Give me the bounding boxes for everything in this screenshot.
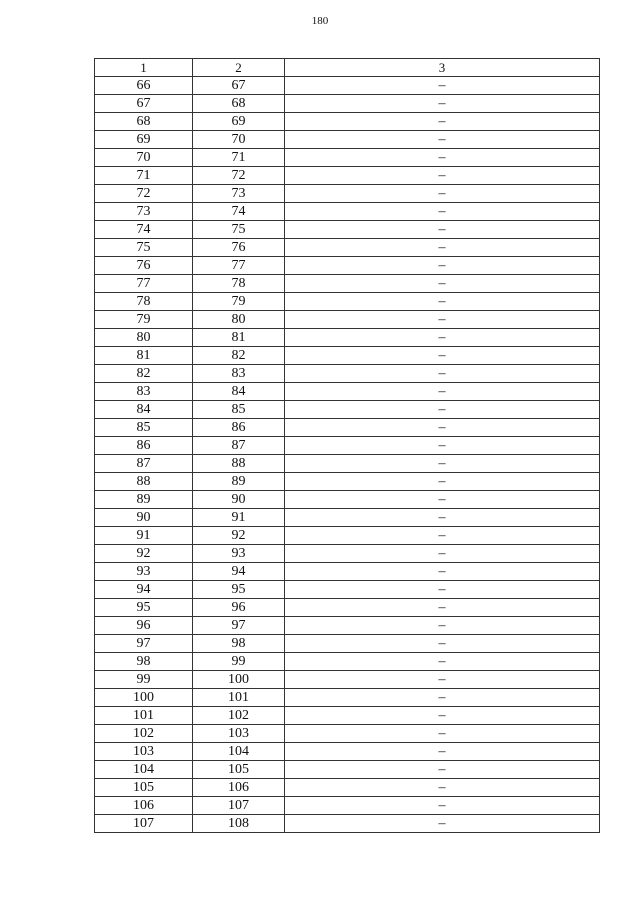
table-cell-col-2: 91 bbox=[193, 509, 285, 527]
table-cell-col-2: 83 bbox=[193, 365, 285, 383]
table-row bbox=[95, 761, 600, 779]
table-row bbox=[95, 185, 600, 203]
table-cell-col-1: 68 bbox=[95, 113, 193, 131]
table-cell-col-2: 87 bbox=[193, 437, 285, 455]
table-row bbox=[95, 671, 600, 689]
table-cell-col-1: 106 bbox=[95, 797, 193, 815]
table-cell-col-1: 90 bbox=[95, 509, 193, 527]
table-cell-col-2: 85 bbox=[193, 401, 285, 419]
table-row bbox=[95, 797, 600, 815]
table-row bbox=[95, 545, 600, 563]
table-cell-col-2: 94 bbox=[193, 563, 285, 581]
table-row bbox=[95, 725, 600, 743]
table-cell-col-1: 101 bbox=[95, 707, 193, 725]
table-cell-col-1: 97 bbox=[95, 635, 193, 653]
table-cell-col-3: – bbox=[285, 563, 600, 581]
table-row bbox=[95, 239, 600, 257]
table-row bbox=[95, 113, 600, 131]
table-cell-col-1: 100 bbox=[95, 689, 193, 707]
table-cell-col-2: 104 bbox=[193, 743, 285, 761]
table-row bbox=[95, 779, 600, 797]
table-cell-col-2: 86 bbox=[193, 419, 285, 437]
table-cell-col-1: 104 bbox=[95, 761, 193, 779]
table-row bbox=[95, 653, 600, 671]
table-cell-col-1: 85 bbox=[95, 419, 193, 437]
table-row bbox=[95, 437, 600, 455]
table-cell-col-3: – bbox=[285, 347, 600, 365]
table-cell-col-3: – bbox=[285, 671, 600, 689]
table-row bbox=[95, 419, 600, 437]
table-cell-col-1: 72 bbox=[95, 185, 193, 203]
table-cell-col-3: – bbox=[285, 491, 600, 509]
table-row bbox=[95, 131, 600, 149]
table-row bbox=[95, 365, 600, 383]
table-row bbox=[95, 581, 600, 599]
table-cell-col-3: – bbox=[285, 635, 600, 653]
table-cell-col-3: – bbox=[285, 815, 600, 833]
table-row bbox=[95, 401, 600, 419]
table-cell-col-3: – bbox=[285, 527, 600, 545]
table-cell-col-2: 88 bbox=[193, 455, 285, 473]
table-cell-col-1: 78 bbox=[95, 293, 193, 311]
table-cell-col-2: 82 bbox=[193, 347, 285, 365]
table-cell-col-2: 101 bbox=[193, 689, 285, 707]
table-cell-col-3: – bbox=[285, 653, 600, 671]
table-cell-col-2: 75 bbox=[193, 221, 285, 239]
table-cell-col-1: 107 bbox=[95, 815, 193, 833]
table-cell-col-2: 93 bbox=[193, 545, 285, 563]
table-cell-col-1: 88 bbox=[95, 473, 193, 491]
table-cell-col-3: – bbox=[285, 743, 600, 761]
table-cell-col-3: – bbox=[285, 509, 600, 527]
table-cell-col-3: – bbox=[285, 239, 600, 257]
table-cell-col-1: 89 bbox=[95, 491, 193, 509]
table-cell-col-1: 103 bbox=[95, 743, 193, 761]
table-cell-col-1: 102 bbox=[95, 725, 193, 743]
table-header bbox=[95, 59, 600, 77]
column-header-1: 1 bbox=[95, 59, 193, 77]
table-cell-col-3: – bbox=[285, 419, 600, 437]
table-cell-col-3: – bbox=[285, 185, 600, 203]
table-row bbox=[95, 221, 600, 239]
table-row bbox=[95, 455, 600, 473]
table-cell-col-2: 84 bbox=[193, 383, 285, 401]
table-row bbox=[95, 617, 600, 635]
table-cell-col-3: – bbox=[285, 257, 600, 275]
table-cell-col-1: 79 bbox=[95, 311, 193, 329]
table-cell-col-2: 100 bbox=[193, 671, 285, 689]
table-cell-col-2: 95 bbox=[193, 581, 285, 599]
table-cell-col-3: – bbox=[285, 131, 600, 149]
table-cell-col-1: 83 bbox=[95, 383, 193, 401]
table-cell-col-3: – bbox=[285, 779, 600, 797]
page-number: 180 bbox=[311, 15, 329, 27]
table-cell-col-3: – bbox=[285, 437, 600, 455]
table-cell-col-3: – bbox=[285, 545, 600, 563]
table-cell-col-1: 105 bbox=[95, 779, 193, 797]
table-row bbox=[95, 203, 600, 221]
table-cell-col-2: 67 bbox=[193, 77, 285, 95]
table-cell-col-2: 70 bbox=[193, 131, 285, 149]
table-row bbox=[95, 527, 600, 545]
table-cell-col-3: – bbox=[285, 689, 600, 707]
table-row bbox=[95, 473, 600, 491]
table-cell-col-3: – bbox=[285, 95, 600, 113]
table-row bbox=[95, 689, 600, 707]
table-cell-col-2: 89 bbox=[193, 473, 285, 491]
table-cell-col-2: 106 bbox=[193, 779, 285, 797]
table-cell-col-3: – bbox=[285, 383, 600, 401]
table-cell-col-3: – bbox=[285, 167, 600, 185]
table-row bbox=[95, 347, 600, 365]
table-row bbox=[95, 491, 600, 509]
table-cell-col-2: 68 bbox=[193, 95, 285, 113]
table-cell-col-3: – bbox=[285, 473, 600, 491]
table-cell-col-1: 73 bbox=[95, 203, 193, 221]
table-cell-col-2: 71 bbox=[193, 149, 285, 167]
column-header-2: 2 bbox=[193, 59, 285, 77]
table-cell-col-3: – bbox=[285, 599, 600, 617]
table-cell-col-1: 66 bbox=[95, 77, 193, 95]
table-cell-col-2: 92 bbox=[193, 527, 285, 545]
table-row bbox=[95, 383, 600, 401]
table-cell-col-3: – bbox=[285, 401, 600, 419]
table-cell-col-2: 102 bbox=[193, 707, 285, 725]
table-cell-col-3: – bbox=[285, 221, 600, 239]
table-cell-col-3: – bbox=[285, 311, 600, 329]
header-row bbox=[95, 59, 600, 77]
table-row bbox=[95, 149, 600, 167]
table-row bbox=[95, 329, 600, 347]
table-cell-col-1: 92 bbox=[95, 545, 193, 563]
table-cell-col-3: – bbox=[285, 761, 600, 779]
table-cell-col-2: 73 bbox=[193, 185, 285, 203]
table-cell-col-1: 76 bbox=[95, 257, 193, 275]
table-row bbox=[95, 563, 600, 581]
table-cell-col-2: 78 bbox=[193, 275, 285, 293]
table-body bbox=[95, 77, 600, 833]
table-cell-col-2: 107 bbox=[193, 797, 285, 815]
table-row bbox=[95, 707, 600, 725]
table-cell-col-2: 97 bbox=[193, 617, 285, 635]
data-table bbox=[94, 58, 600, 833]
table-cell-col-3: – bbox=[285, 329, 600, 347]
table-cell-col-1: 69 bbox=[95, 131, 193, 149]
table-cell-col-3: – bbox=[285, 275, 600, 293]
table-cell-col-1: 81 bbox=[95, 347, 193, 365]
table-cell-col-2: 99 bbox=[193, 653, 285, 671]
table-cell-col-2: 108 bbox=[193, 815, 285, 833]
table-cell-col-2: 76 bbox=[193, 239, 285, 257]
table-cell-col-3: – bbox=[285, 725, 600, 743]
table-cell-col-1: 98 bbox=[95, 653, 193, 671]
table-row bbox=[95, 257, 600, 275]
table-cell-col-3: – bbox=[285, 113, 600, 131]
table-row bbox=[95, 635, 600, 653]
table-cell-col-1: 75 bbox=[95, 239, 193, 257]
table-cell-col-3: – bbox=[285, 617, 600, 635]
table-cell-col-1: 74 bbox=[95, 221, 193, 239]
table-cell-col-3: – bbox=[285, 365, 600, 383]
table-cell-col-1: 95 bbox=[95, 599, 193, 617]
table-cell-col-1: 71 bbox=[95, 167, 193, 185]
table-cell-col-2: 98 bbox=[193, 635, 285, 653]
table-cell-col-1: 70 bbox=[95, 149, 193, 167]
table-cell-col-1: 99 bbox=[95, 671, 193, 689]
table-cell-col-3: – bbox=[285, 203, 600, 221]
column-header-3: 3 bbox=[285, 59, 600, 77]
table-cell-col-3: – bbox=[285, 293, 600, 311]
table-cell-col-2: 81 bbox=[193, 329, 285, 347]
table-cell-col-1: 94 bbox=[95, 581, 193, 599]
table-row bbox=[95, 77, 600, 95]
table-cell-col-3: – bbox=[285, 797, 600, 815]
table-cell-col-3: – bbox=[285, 455, 600, 473]
table-cell-col-2: 105 bbox=[193, 761, 285, 779]
table-cell-col-2: 72 bbox=[193, 167, 285, 185]
table-cell-col-1: 77 bbox=[95, 275, 193, 293]
table-cell-col-3: – bbox=[285, 581, 600, 599]
table-cell-col-2: 103 bbox=[193, 725, 285, 743]
table-cell-col-1: 67 bbox=[95, 95, 193, 113]
table-row bbox=[95, 815, 600, 833]
table-cell-col-2: 96 bbox=[193, 599, 285, 617]
table-cell-col-1: 86 bbox=[95, 437, 193, 455]
table-row bbox=[95, 599, 600, 617]
table-cell-col-2: 69 bbox=[193, 113, 285, 131]
table-cell-col-2: 90 bbox=[193, 491, 285, 509]
table-row bbox=[95, 311, 600, 329]
table-row bbox=[95, 509, 600, 527]
table-cell-col-3: – bbox=[285, 149, 600, 167]
table-cell-col-1: 96 bbox=[95, 617, 193, 635]
table-cell-col-1: 87 bbox=[95, 455, 193, 473]
table-cell-col-3: – bbox=[285, 77, 600, 95]
table-cell-col-1: 91 bbox=[95, 527, 193, 545]
table-cell-col-1: 80 bbox=[95, 329, 193, 347]
table-cell-col-2: 79 bbox=[193, 293, 285, 311]
table-cell-col-1: 93 bbox=[95, 563, 193, 581]
table-row bbox=[95, 95, 600, 113]
table-cell-col-3: – bbox=[285, 707, 600, 725]
table-cell-col-2: 80 bbox=[193, 311, 285, 329]
table-row bbox=[95, 293, 600, 311]
table-cell-col-1: 84 bbox=[95, 401, 193, 419]
table-row bbox=[95, 275, 600, 293]
table-cell-col-2: 74 bbox=[193, 203, 285, 221]
table-row bbox=[95, 743, 600, 761]
table-row bbox=[95, 167, 600, 185]
table-cell-col-2: 77 bbox=[193, 257, 285, 275]
table-cell-col-1: 82 bbox=[95, 365, 193, 383]
